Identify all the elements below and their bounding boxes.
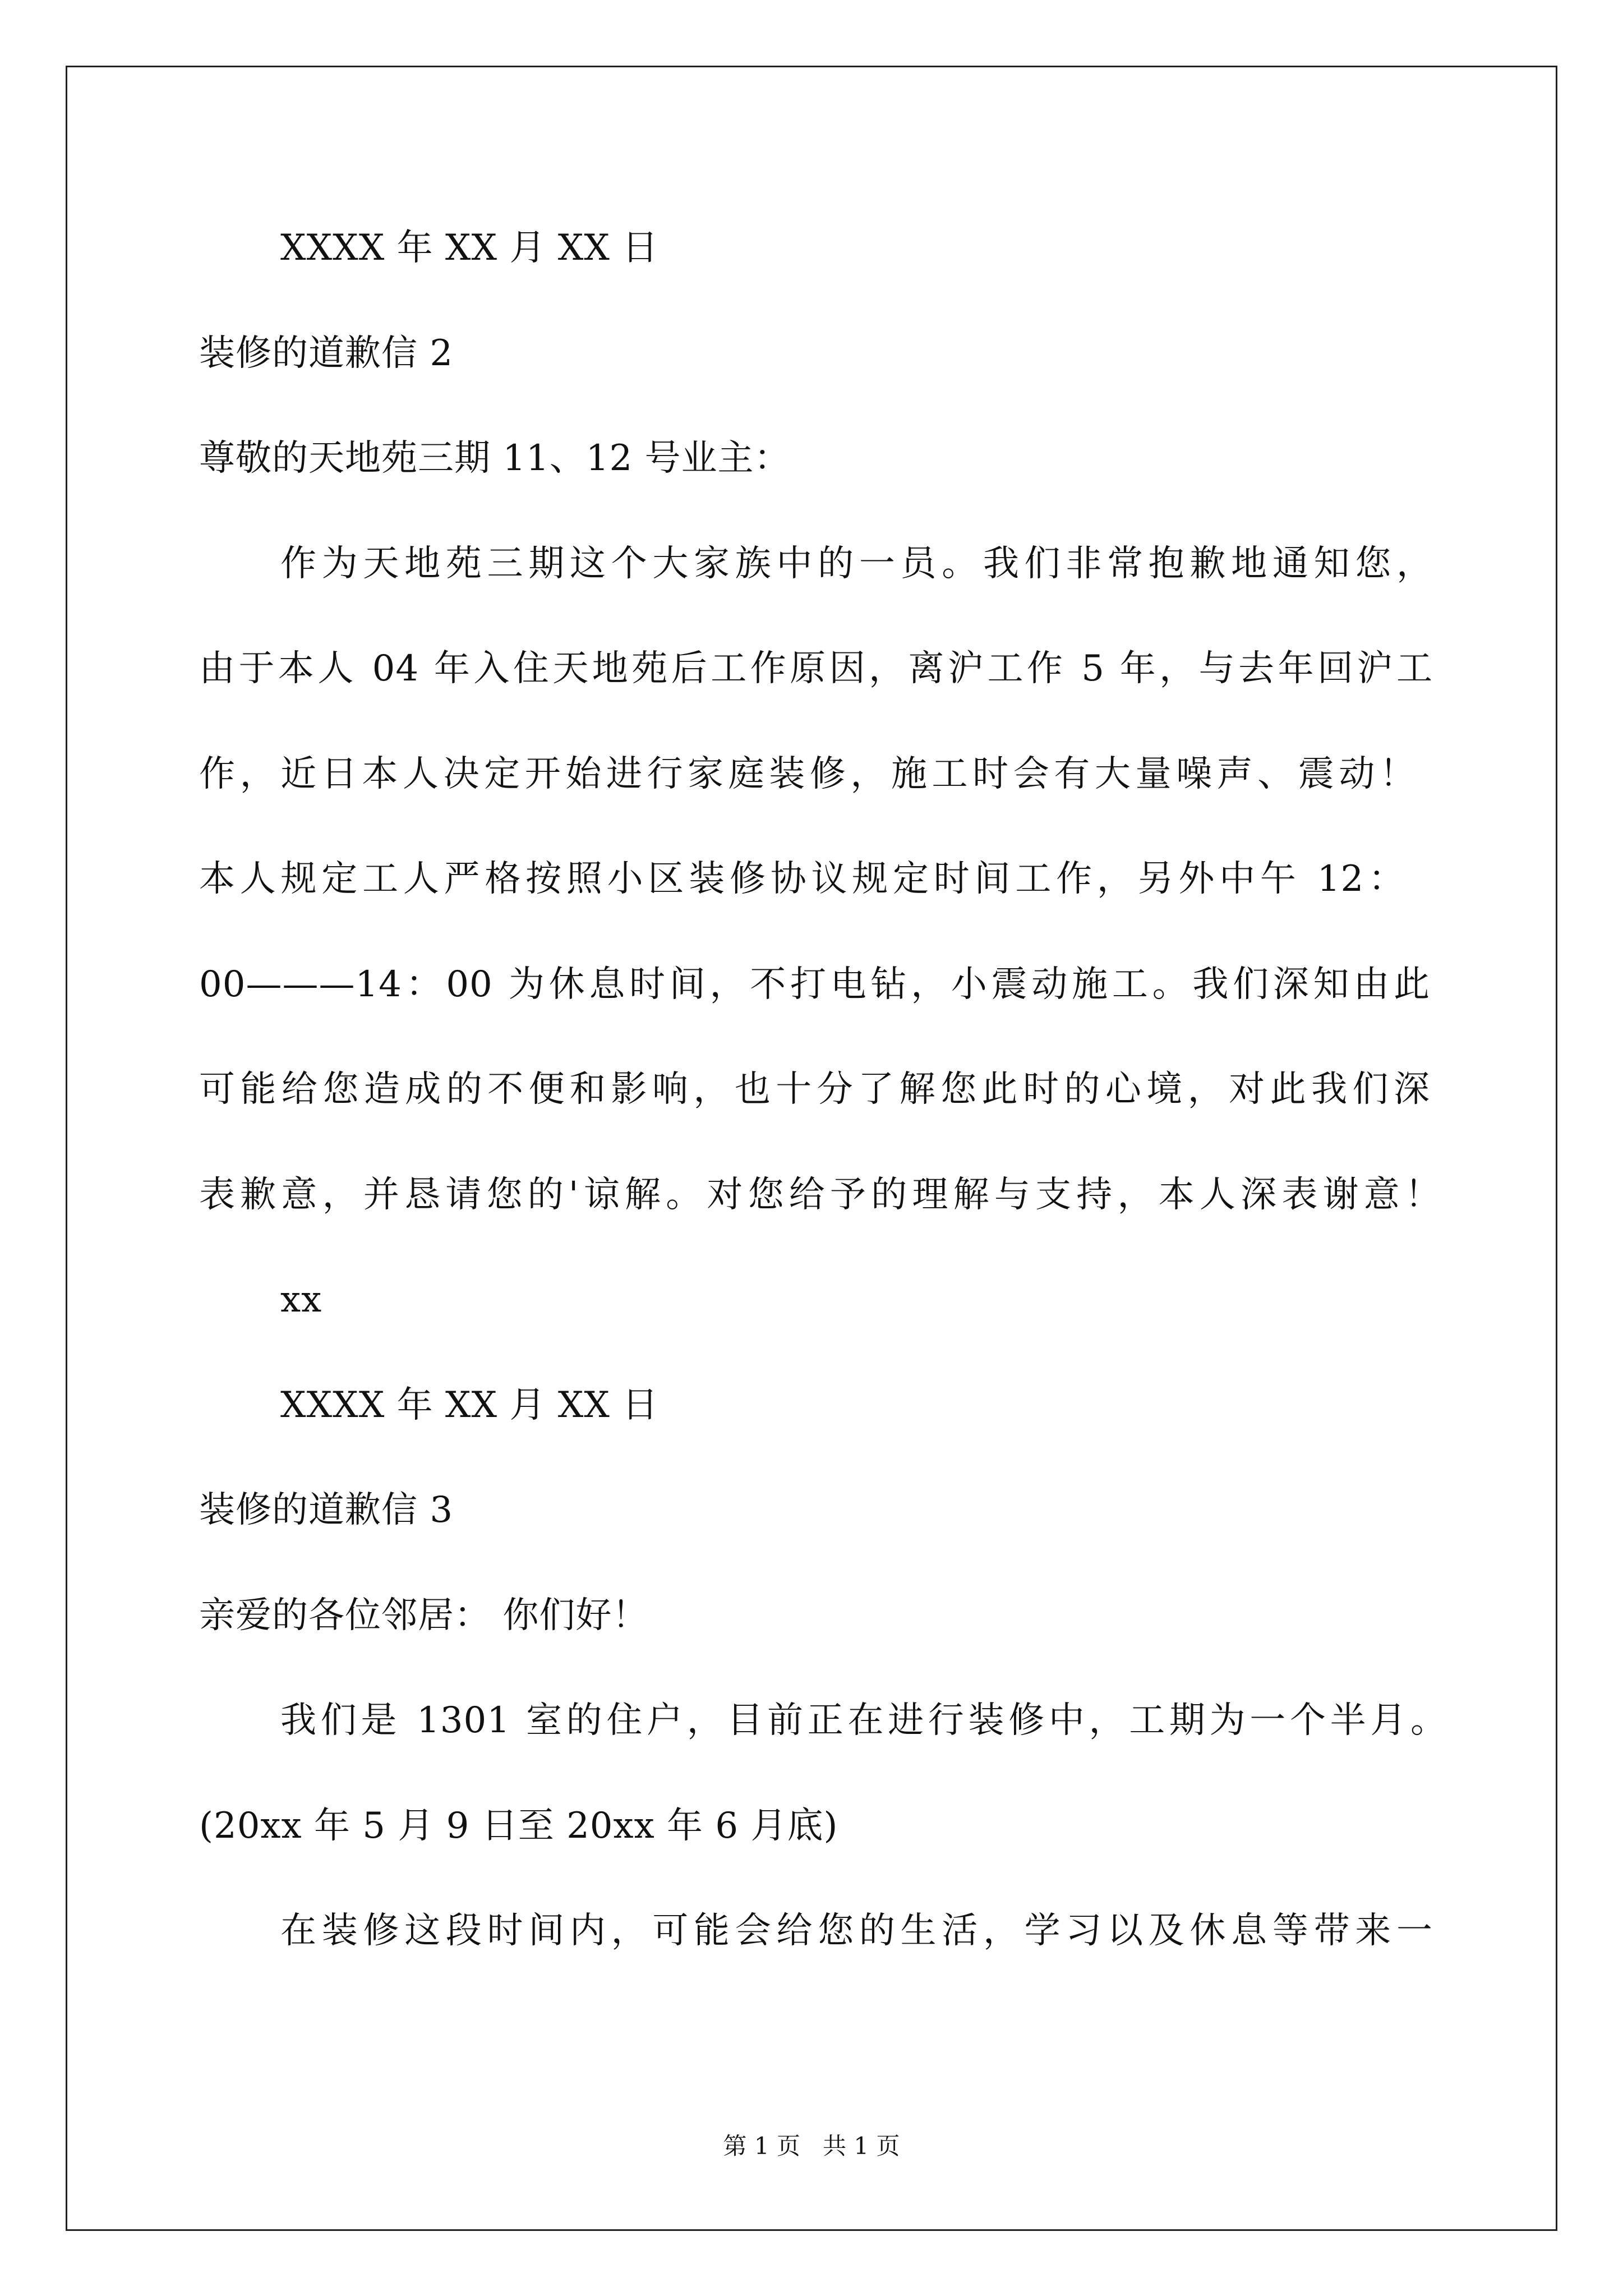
date-line: XXXX 年 XX 月 XX 日	[280, 227, 659, 269]
paragraph-line: 由于本人 04 年入住天地苑后工作原因，离沪工作 5 年，与去年回沪工	[199, 648, 1433, 689]
paragraph-line: 在装修这段时间内，可能会给您的生活，学习以及休息等带来一	[280, 1910, 1433, 1952]
letter-heading: 装修的道歉信 3	[199, 1489, 454, 1531]
paragraph-line: (20xx 年 5 月 9 日至 20xx 年 6 月底)	[199, 1805, 838, 1847]
paragraph-line: 表歉意，并恳请您的'谅解。对您给予的理解与支持，本人深表谢意！	[199, 1174, 1441, 1216]
signature: xx	[280, 1279, 322, 1320]
date-line: XXXX 年 XX 月 XX 日	[280, 1384, 659, 1426]
paragraph-line: 可能给您造成的不便和影响，也十分了解您此时的心境，对此我们深	[199, 1069, 1430, 1110]
paragraph-line: 作，近日本人决定开始进行家庭装修，施工时会有大量噪声、震动！	[199, 753, 1416, 795]
salutation: 亲爱的各位邻居： 你们好！	[199, 1595, 649, 1636]
paragraph-line: 作为天地苑三期这个大家族中的一员。我们非常抱歉地通知您，	[280, 543, 1433, 585]
letter-heading: 装修的道歉信 2	[199, 333, 454, 374]
page-footer: 第 1 页 共 1 页	[723, 2132, 900, 2160]
paragraph-line: 本人规定工人严格按照小区装修协议规定时间工作，另外中午 12：	[199, 858, 1405, 900]
paragraph-line: 00———14：00 为休息时间，不打电钻，小震动施工。我们深知由此	[199, 964, 1430, 1005]
salutation: 尊敬的天地苑三期 11、12 号业主：	[199, 438, 791, 479]
paragraph-line: 我们是 1301 室的住户，目前正在进行装修中，工期为一个半月。	[280, 1700, 1447, 1741]
page-frame	[66, 66, 1557, 2231]
